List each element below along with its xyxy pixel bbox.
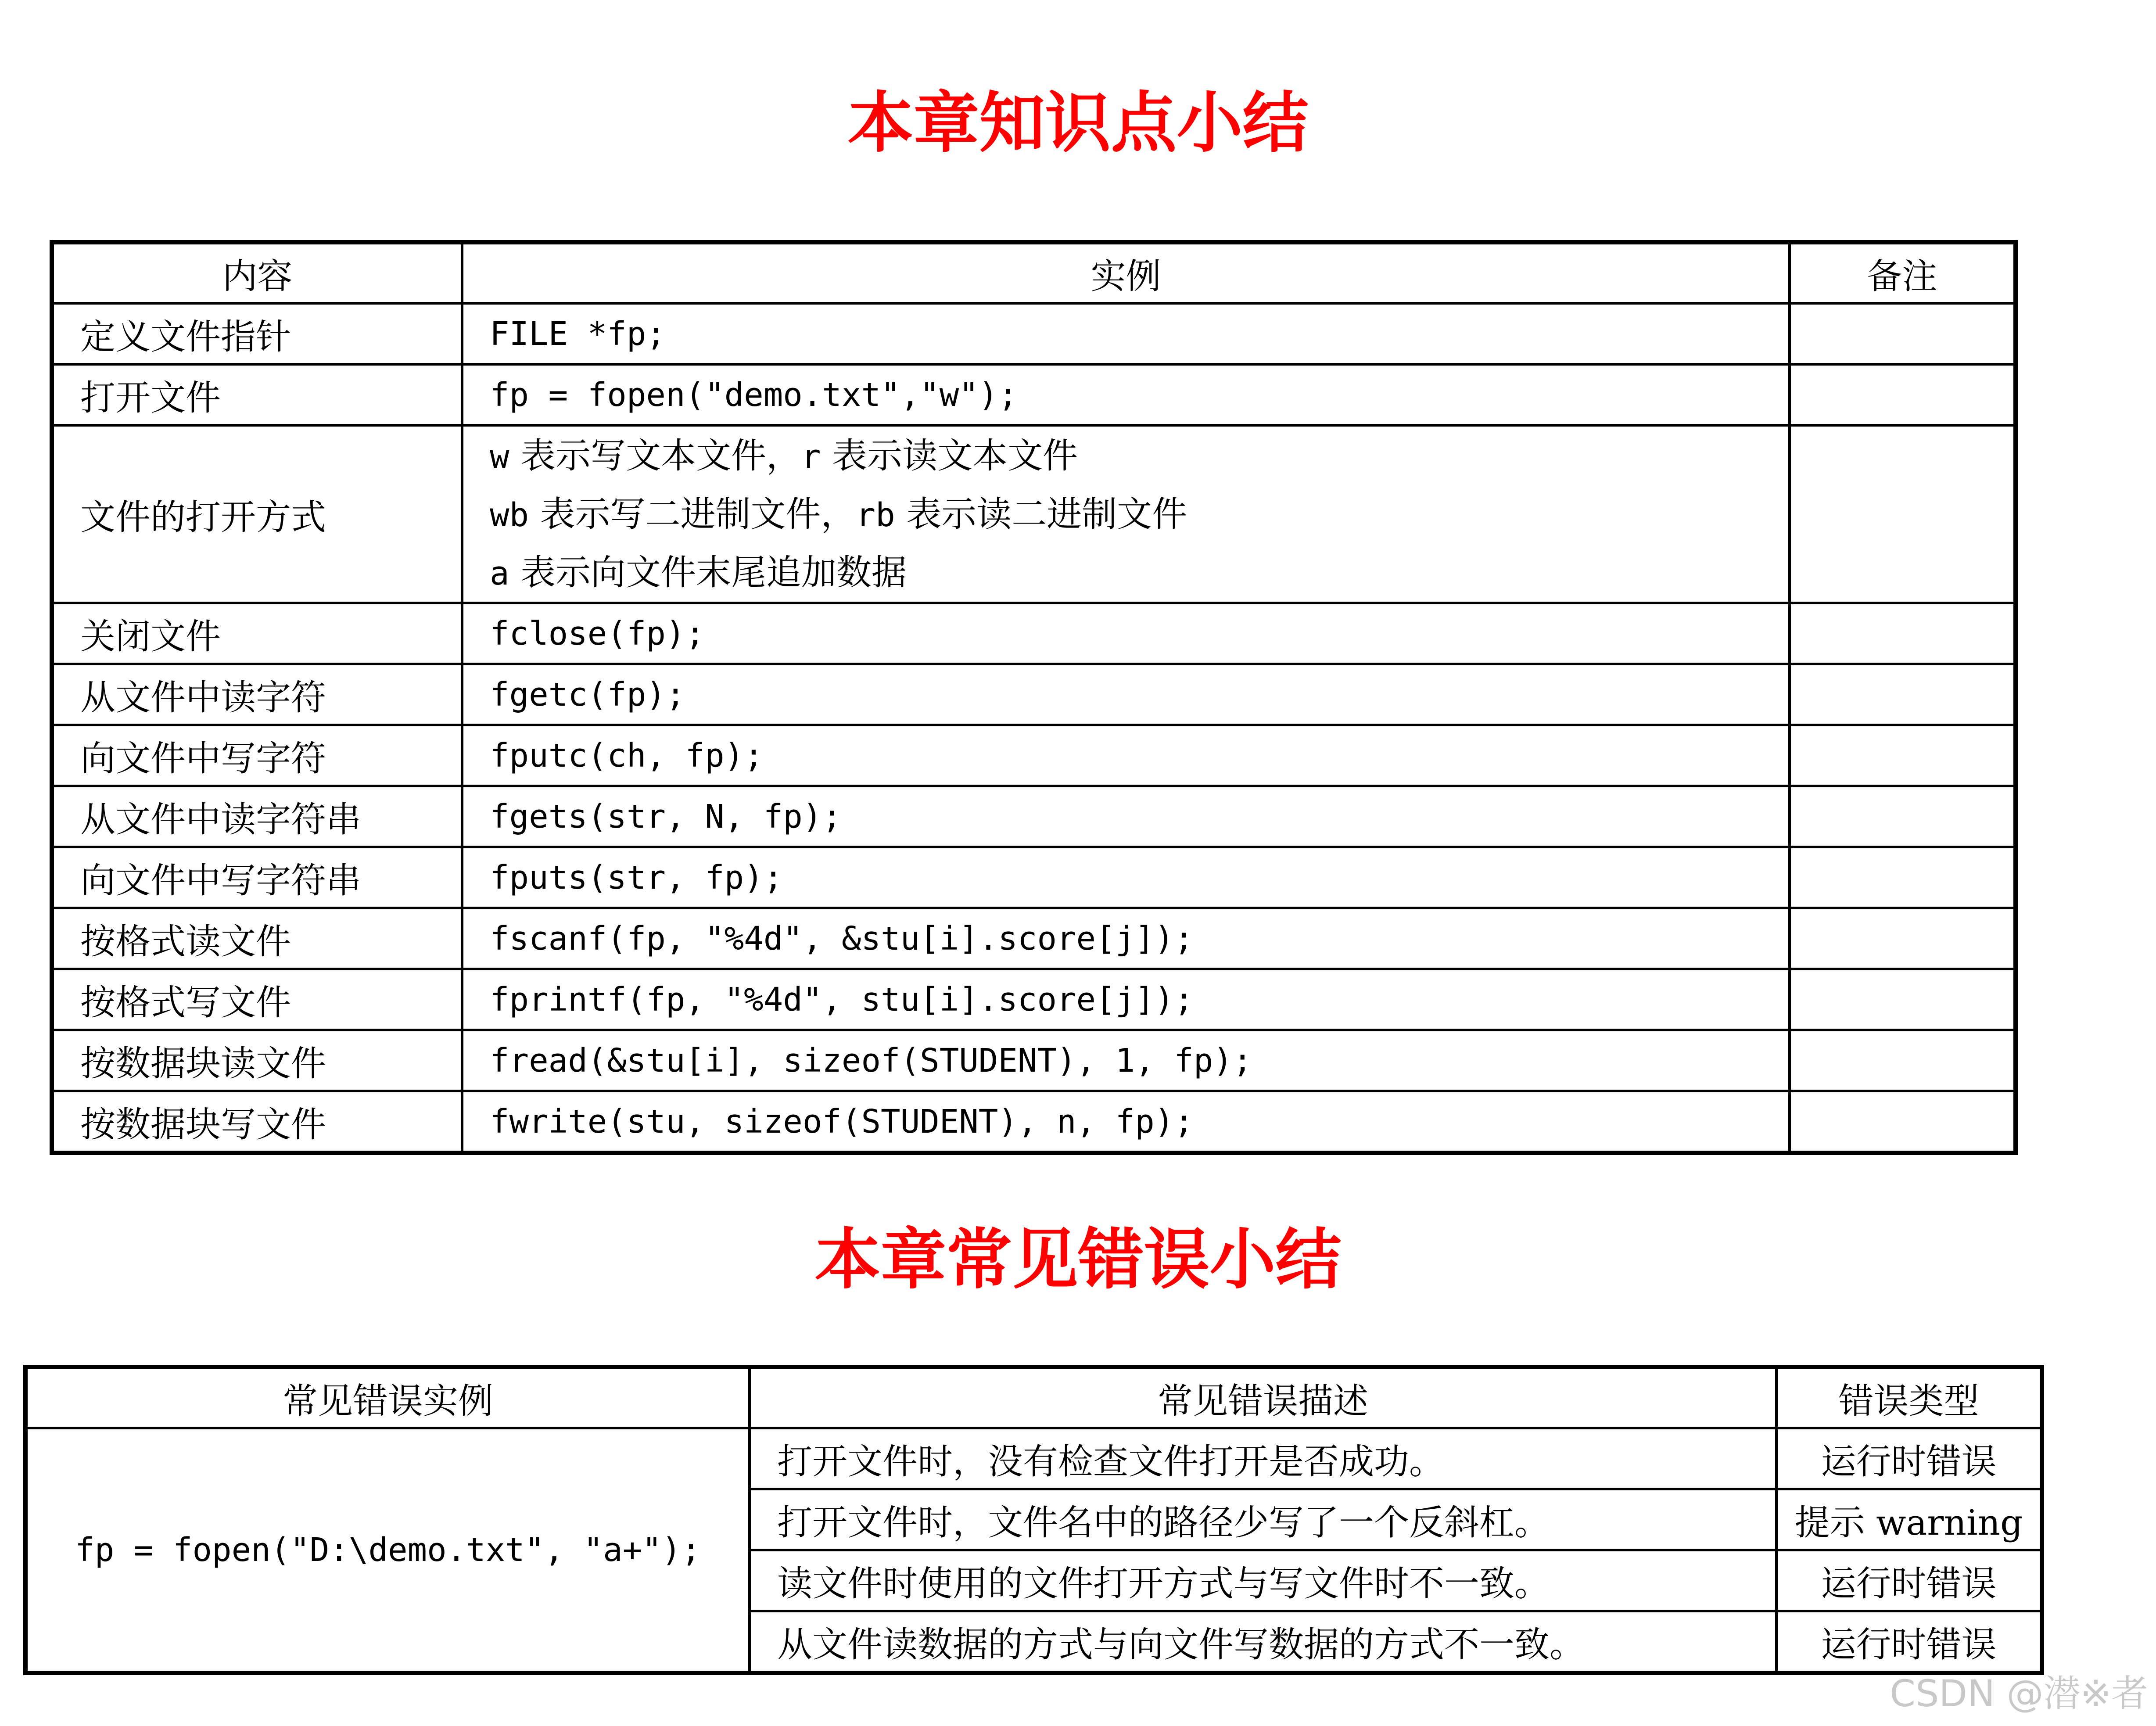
header-error-description: 常见错误描述	[750, 1367, 1776, 1428]
error-description: 打开文件时，没有检查文件打开是否成功。	[750, 1428, 1776, 1489]
error-type: 运行时错误	[1776, 1550, 2042, 1611]
table-row	[52, 303, 2016, 364]
open-mode-line	[490, 543, 1788, 602]
error-type: 运行时错误	[1776, 1611, 2042, 1673]
row-example: fwrite(stu, sizeof(STUDENT), n, fp);	[462, 1091, 1790, 1153]
row-note	[1790, 664, 2016, 725]
error-type: 运行时错误	[1776, 1428, 2042, 1489]
row-content: 向文件中写字符串	[52, 847, 462, 908]
row-example: fscanf(fp, "%4d", &stu[i].score[j]);	[462, 908, 1790, 969]
table-row	[52, 1030, 2016, 1091]
row-example: fgets(str, N, fp);	[462, 786, 1790, 847]
row-content: 按数据块写文件	[52, 1091, 462, 1153]
row-note	[1790, 364, 2016, 425]
row-example: fread(&stu[i], sizeof(STUDENT), 1, fp);	[462, 1030, 1790, 1091]
mode-code: w	[490, 438, 509, 476]
header-note: 备注	[1790, 242, 2016, 303]
row-content: 从文件中读字符串	[52, 786, 462, 847]
row-note	[1790, 303, 2016, 364]
error-type: 提示 warning	[1776, 1489, 2042, 1550]
table-header-row	[25, 1367, 2042, 1428]
error-example-code: fp = fopen("D:\demo.txt", "a+");	[25, 1428, 750, 1673]
row-example: fprintf(fp, "%4d", stu[i].score[j]);	[462, 969, 1790, 1030]
mode-text: 表示读文本文件	[821, 435, 1078, 476]
error-description: 打开文件时，文件名中的路径少写了一个反斜杠。	[750, 1489, 1776, 1550]
row-note	[1790, 847, 2016, 908]
row-note	[1790, 425, 2016, 603]
table-row	[52, 1091, 2016, 1153]
row-note	[1790, 786, 2016, 847]
open-mode-line	[490, 485, 1788, 543]
row-note	[1790, 1091, 2016, 1153]
open-modes-cell	[462, 425, 1790, 603]
table-row	[25, 1428, 2042, 1489]
row-example: fputs(str, fp);	[462, 847, 1790, 908]
table-row	[52, 425, 2016, 603]
row-note	[1790, 1030, 2016, 1091]
row-content: 按格式读文件	[52, 908, 462, 969]
header-example: 实例	[462, 242, 1790, 303]
table-row	[52, 603, 2016, 664]
mode-code: a	[490, 555, 509, 592]
row-content: 从文件中读字符	[52, 664, 462, 725]
mode-text: 表示向文件末尾追加数据	[509, 552, 907, 593]
errors-title: 本章常见错误小结	[814, 1221, 1342, 1298]
header-error-example: 常见错误实例	[25, 1367, 750, 1428]
row-content: 定义文件指针	[52, 303, 462, 364]
row-content: 向文件中写字符	[52, 725, 462, 786]
row-content: 按格式写文件	[52, 969, 462, 1030]
knowledge-summary-table	[50, 240, 2018, 1155]
table-row	[52, 664, 2016, 725]
error-description: 读文件时使用的文件打开方式与写文件时不一致。	[750, 1550, 1776, 1611]
row-note	[1790, 725, 2016, 786]
common-errors-table	[23, 1365, 2044, 1675]
header-error-type: 错误类型	[1776, 1367, 2042, 1428]
error-description: 从文件读数据的方式与向文件写数据的方式不一致。	[750, 1611, 1776, 1673]
row-example: fp = fopen("demo.txt","w");	[462, 364, 1790, 425]
row-content: 文件的打开方式	[52, 425, 462, 603]
summary-title: 本章知识点小结	[847, 84, 1309, 161]
table-row	[52, 847, 2016, 908]
mode-code: r	[801, 438, 821, 476]
mode-code: rb	[856, 496, 895, 534]
table-row	[52, 725, 2016, 786]
mode-code: wb	[490, 496, 529, 534]
mode-text: 表示读二进制文件	[895, 494, 1187, 535]
open-mode-line	[490, 427, 1788, 485]
mode-text: 表示写文本文件，	[509, 435, 801, 476]
table-row	[52, 364, 2016, 425]
mode-text: 表示写二进制文件，	[529, 494, 856, 535]
watermark: CSDN @潜※者	[1890, 1672, 2148, 1715]
row-note	[1790, 908, 2016, 969]
row-content: 打开文件	[52, 364, 462, 425]
row-example: fputc(ch, fp);	[462, 725, 1790, 786]
row-note	[1790, 969, 2016, 1030]
row-note	[1790, 603, 2016, 664]
row-content: 按数据块读文件	[52, 1030, 462, 1091]
row-example: FILE *fp;	[462, 303, 1790, 364]
header-content: 内容	[52, 242, 462, 303]
row-content: 关闭文件	[52, 603, 462, 664]
table-row	[52, 969, 2016, 1030]
table-row	[52, 786, 2016, 847]
table-row	[52, 908, 2016, 969]
row-example: fclose(fp);	[462, 603, 1790, 664]
table-header-row	[52, 242, 2016, 303]
row-example: fgetc(fp);	[462, 664, 1790, 725]
